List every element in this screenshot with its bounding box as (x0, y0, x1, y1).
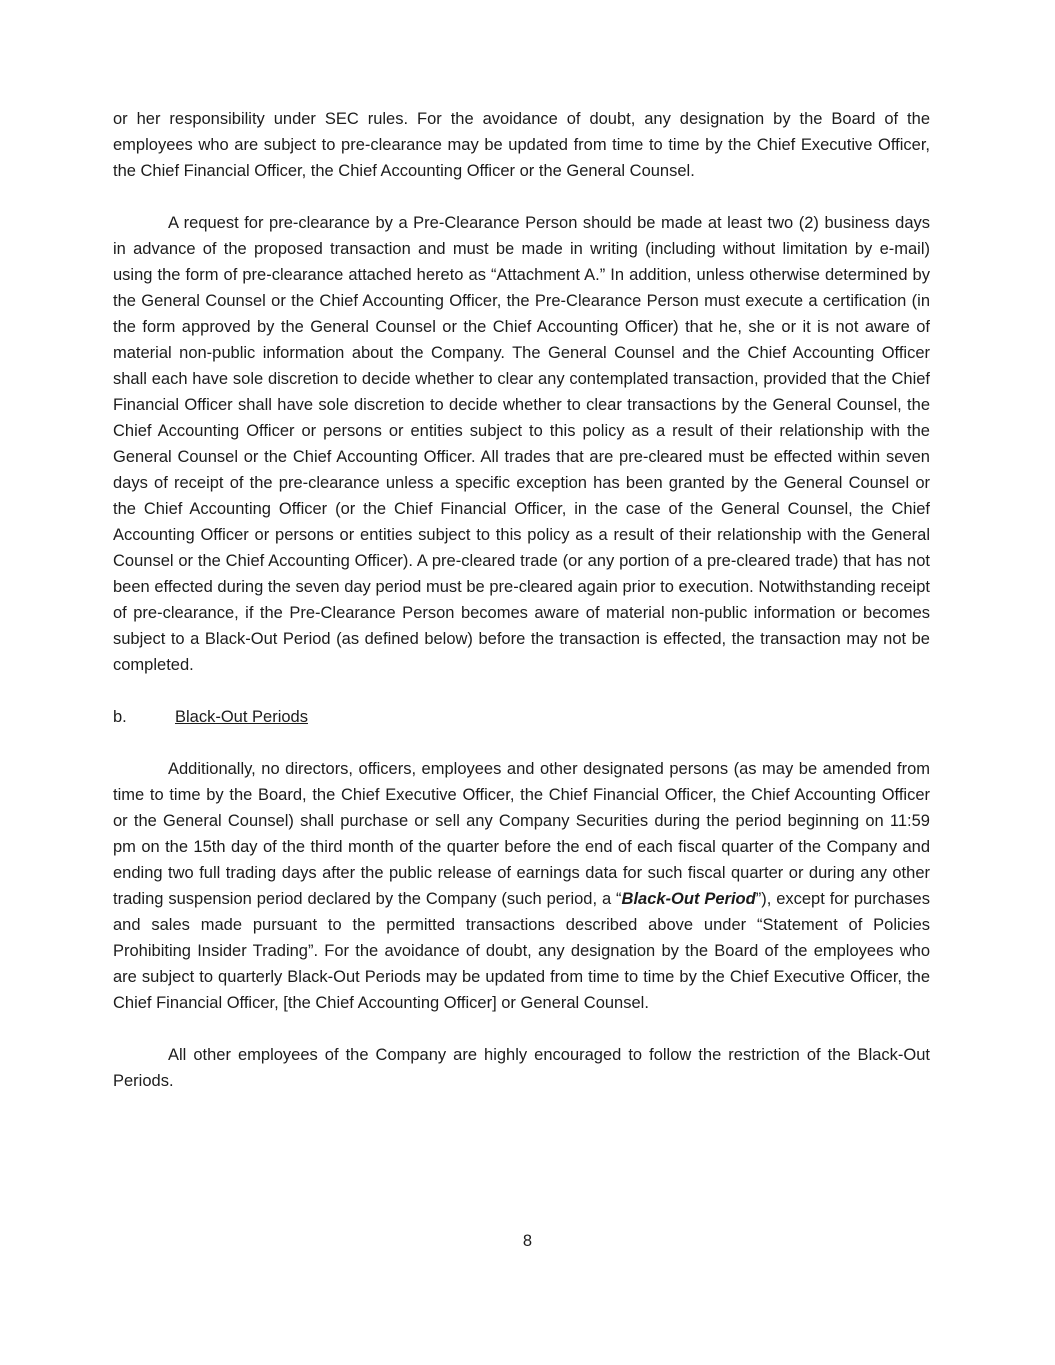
section-title: Black-Out Periods (175, 708, 308, 726)
section-label: b. (113, 708, 127, 726)
section-heading-blackout-periods (113, 704, 930, 730)
paragraph-other-employees: All other employees of the Company are highly encouraged to follow the restriction of the Black-Out Periods. (113, 1046, 930, 1090)
blackout-period-term: Black-Out Period (621, 890, 756, 908)
paragraph-preclearance-continuation: or her responsibility under SEC rules. For the avoidance of doubt, any designation by the Board of the employees who are subject to pre-clearance may be updated from time to time by the Chief Executive Officer, the Chief Financial Officer, the Chief Accounting Officer or the General Counsel. (113, 110, 930, 180)
blackout-text-after: ”), except for purchases and sales made pursuant to the permitted transactions described above under “Statement of Policies Prohibiting Insider Trading”. For the avoidance of doubt, any designation by the Board of the employees who are subject to quarterly Black-Out Periods may be updated from time to time by the Chief Executive Officer, the Chief Financial Officer, [the Chief Accounting Officer] or General Counsel. (113, 890, 930, 1012)
paragraph-preclearance-request: A request for pre-clearance by a Pre-Clearance Person should be made at least two (2) business days in advance of the proposed transaction and must be made in writing (including without limitation by e-mail) using the form of pre-clearance attached hereto as “Attachment A.” In addition, unless otherwise determined by the General Counsel or the Chief Accounting Officer, the Pre-Clearance Person must execute a certification (in the form approved by the General Counsel or the Chief Accounting Officer) that he, she or it is not aware of material non-public information about the Company. The General Counsel and the Chief Accounting Officer shall each have sole discretion to decide whether to clear any contemplated transaction, provided that the Chief Financial Officer shall have sole discretion to decide whether to clear transactions by the General Counsel, the Chief Accounting Officer or persons or entities subject to this policy as a result of their relationship with the General Counsel or the Chief Accounting Officer. All trades that are pre-cleared must be effected within seven days of receipt of the pre-clearance unless a specific exception has been granted by the General Counsel or the Chief Accounting Officer (or the Chief Financial Officer, in the case of the General Counsel, the Chief Accounting Officer or persons or entities subject to this policy as a result of their relationship with the General Counsel or the Chief Accounting Officer). A pre-cleared trade (or any portion of a pre-cleared trade) that has not been effected during the seven day period must be pre-cleared again prior to execution. Notwithstanding receipt of pre-clearance, if the Pre-Clearance Person becomes aware of material non-public information or becomes subject to a Black-Out Period (as defined below) before the transaction is effected, the transaction may not be completed. (113, 214, 930, 674)
page-number: 8 (522, 1232, 533, 1250)
paragraph-blackout-definition (113, 756, 930, 1016)
blackout-text-before: Additionally, no directors, officers, employees and other designated persons (as may be amended from time to time by the Board, the Chief Executive Officer, the Chief Financial Officer, the Chief Accounting Officer or the General Counsel) shall purchase or sell any Company Securities during the period beginning on 11:59 pm on the 15th day of the third month of the quarter before the end of each fiscal quarter of the Company and ending two full trading days after the public release of earnings data for such fiscal quarter or during any other trading suspension period declared by the Company (such period, a “ (113, 760, 930, 908)
